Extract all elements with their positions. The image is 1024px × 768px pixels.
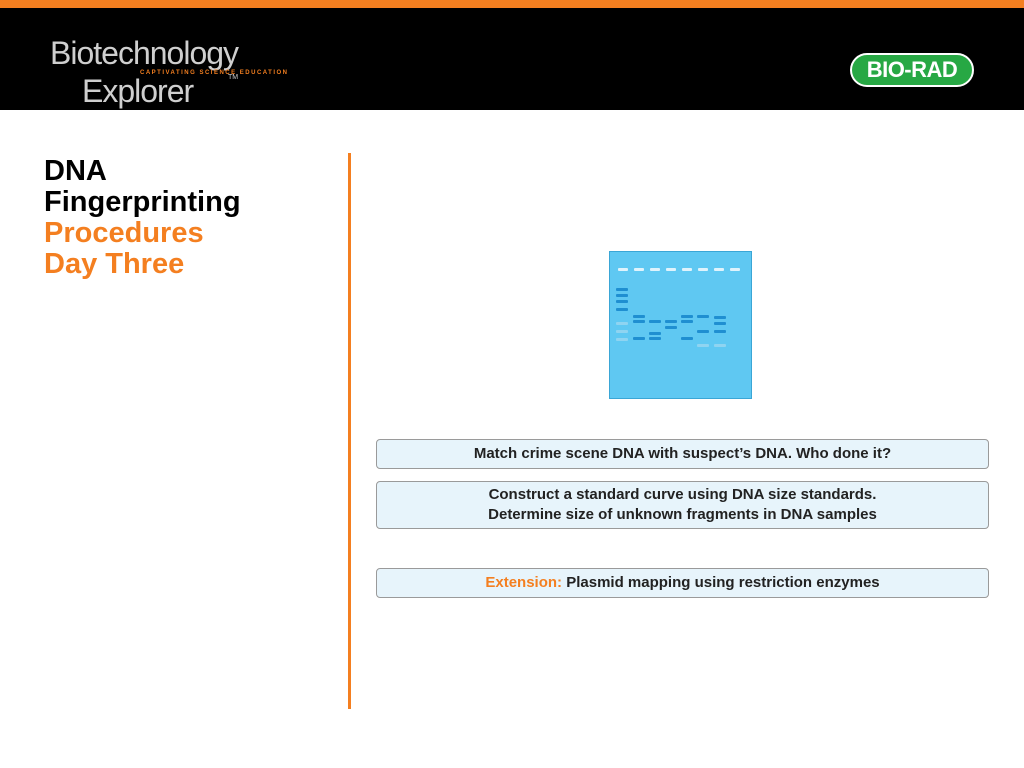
logo-tagline: CAPTIVATING SCIENCE EDUCATION (140, 70, 289, 76)
title-line1: DNA (44, 155, 107, 187)
step-box-extension (376, 568, 989, 598)
gel-band (616, 294, 628, 297)
step-box-match-dna (376, 439, 989, 469)
gel-band (633, 315, 645, 318)
extension-text: Plasmid mapping using restriction enzymes (566, 574, 880, 591)
gel-band (633, 337, 645, 340)
extension-label: Extension: (485, 574, 563, 591)
gel-band (633, 320, 645, 323)
gel-band (697, 344, 709, 347)
logo-line2: Explorer (82, 73, 194, 109)
gel-band (616, 288, 628, 291)
gel-band (665, 320, 677, 323)
step-text-line2: Determine size of unknown fragments in DNA samples (488, 506, 877, 523)
gel-well (698, 268, 708, 271)
gel-well (634, 268, 644, 271)
gel-band (649, 337, 661, 340)
gel-electrophoresis-image (609, 251, 752, 399)
title-line2: Fingerprinting (44, 186, 241, 218)
biotechnology-explorer-logo (50, 36, 370, 116)
gel-well (714, 268, 724, 271)
gel-band (665, 326, 677, 329)
gel-band (714, 322, 726, 325)
step-text: Match crime scene DNA with suspect’s DNA. Who done it? (473, 445, 892, 462)
gel-well (666, 268, 676, 271)
logo-line1: Biotechnology (50, 35, 239, 71)
vertical-divider (348, 153, 351, 709)
gel-band (616, 300, 628, 303)
gel-band (616, 338, 628, 341)
title-line3: Procedures (44, 217, 204, 249)
logo-trademark: TM (228, 74, 239, 81)
gel-band (616, 322, 628, 325)
gel-band (681, 315, 693, 318)
gel-well (650, 268, 660, 271)
gel-well (618, 268, 628, 271)
header-banner (0, 8, 1024, 110)
gel-band (681, 320, 693, 323)
gel-band (616, 330, 628, 333)
gel-band (681, 337, 693, 340)
gel-band (714, 344, 726, 347)
bio-rad-logo: BIO-RAD (850, 53, 974, 87)
title-line4: Day Three (44, 248, 185, 280)
gel-band (649, 320, 661, 323)
gel-band (714, 330, 726, 333)
top-accent-bar (0, 0, 1024, 8)
step-text-line1: Construct a standard curve using DNA size standards. (488, 486, 877, 503)
gel-band (714, 316, 726, 319)
gel-band (697, 330, 709, 333)
gel-well (730, 268, 740, 271)
gel-band (649, 332, 661, 335)
gel-band (616, 308, 628, 311)
step-box-standard-curve (376, 481, 989, 529)
slide-title (44, 156, 241, 280)
gel-well (682, 268, 692, 271)
gel-band (697, 315, 709, 318)
